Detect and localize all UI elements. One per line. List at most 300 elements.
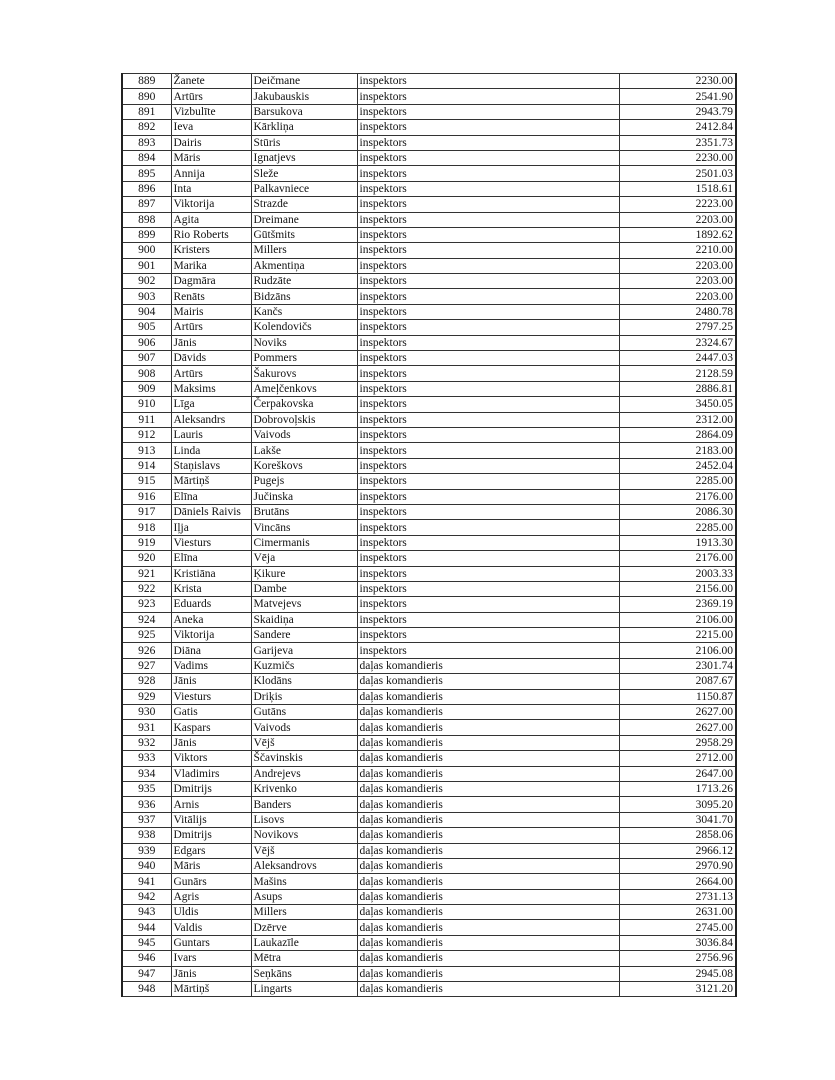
- table-row: [122, 628, 736, 643]
- position-cell: inspektors: [357, 581, 619, 596]
- salary-cell: 3121.20: [619, 982, 736, 997]
- first-name-cell: Diāna: [171, 643, 251, 658]
- last-name-cell: Stūris: [251, 135, 357, 150]
- row-number-cell: 915: [122, 474, 171, 489]
- position-cell: daļas komandieris: [357, 828, 619, 843]
- position-cell: daļas komandieris: [357, 658, 619, 673]
- last-name-cell: Šakurovs: [251, 366, 357, 381]
- last-name-cell: Dambe: [251, 581, 357, 596]
- salary-cell: 2176.00: [619, 551, 736, 566]
- position-cell: inspektors: [357, 89, 619, 104]
- table-row: [122, 243, 736, 258]
- table-row: [122, 720, 736, 735]
- last-name-cell: Krivenko: [251, 781, 357, 796]
- salary-cell: 3041.70: [619, 812, 736, 827]
- position-cell: inspektors: [357, 443, 619, 458]
- first-name-cell: Jānis: [171, 966, 251, 981]
- first-name-cell: Viktorija: [171, 628, 251, 643]
- salary-cell: 2627.00: [619, 720, 736, 735]
- table-row: [122, 874, 736, 889]
- first-name-cell: Iļja: [171, 520, 251, 535]
- table-row: [122, 489, 736, 504]
- row-number-cell: 914: [122, 458, 171, 473]
- table-row: [122, 920, 736, 935]
- last-name-cell: Cimermanis: [251, 535, 357, 550]
- salary-cell: 2966.12: [619, 843, 736, 858]
- row-number-cell: 917: [122, 504, 171, 519]
- position-cell: daļas komandieris: [357, 874, 619, 889]
- first-name-cell: Māris: [171, 858, 251, 873]
- position-cell: daļas komandieris: [357, 982, 619, 997]
- salary-cell: 2003.33: [619, 566, 736, 581]
- table-row: [122, 181, 736, 196]
- position-cell: inspektors: [357, 243, 619, 258]
- last-name-cell: Vējš: [251, 735, 357, 750]
- salary-cell: 2731.13: [619, 889, 736, 904]
- salary-cell: 2412.84: [619, 120, 736, 135]
- row-number-cell: 895: [122, 166, 171, 181]
- position-cell: inspektors: [357, 458, 619, 473]
- table-row: [122, 381, 736, 396]
- first-name-cell: Dmitrijs: [171, 781, 251, 796]
- table-row: [122, 781, 736, 796]
- last-name-cell: Ameļčenkovs: [251, 381, 357, 396]
- row-number-cell: 921: [122, 566, 171, 581]
- last-name-cell: Seņkāns: [251, 966, 357, 981]
- first-name-cell: Jānis: [171, 335, 251, 350]
- last-name-cell: Millers: [251, 243, 357, 258]
- first-name-cell: Staņislavs: [171, 458, 251, 473]
- salary-cell: 2086.30: [619, 504, 736, 519]
- last-name-cell: Vēja: [251, 551, 357, 566]
- row-number-cell: 925: [122, 628, 171, 643]
- row-number-cell: 891: [122, 104, 171, 119]
- position-cell: inspektors: [357, 166, 619, 181]
- first-name-cell: Maksims: [171, 381, 251, 396]
- position-cell: inspektors: [357, 504, 619, 519]
- staff-salary-table: [121, 73, 737, 997]
- table-row: [122, 982, 736, 997]
- table-row: [122, 597, 736, 612]
- salary-cell: 2312.00: [619, 412, 736, 427]
- row-number-cell: 907: [122, 351, 171, 366]
- position-cell: inspektors: [357, 74, 619, 89]
- last-name-cell: Dobrovoļskis: [251, 412, 357, 427]
- table-row: [122, 951, 736, 966]
- position-cell: inspektors: [357, 335, 619, 350]
- salary-cell: 3450.05: [619, 397, 736, 412]
- first-name-cell: Eduards: [171, 597, 251, 612]
- row-number-cell: 940: [122, 858, 171, 873]
- position-cell: daļas komandieris: [357, 781, 619, 796]
- position-cell: inspektors: [357, 551, 619, 566]
- table-row: [122, 366, 736, 381]
- position-cell: inspektors: [357, 520, 619, 535]
- salary-cell: 2203.00: [619, 212, 736, 227]
- table-body: [122, 74, 736, 997]
- salary-cell: 2106.00: [619, 643, 736, 658]
- salary-cell: 2210.00: [619, 243, 736, 258]
- last-name-cell: Vaivods: [251, 720, 357, 735]
- position-cell: inspektors: [357, 258, 619, 273]
- last-name-cell: Gutāns: [251, 705, 357, 720]
- table-row: [122, 427, 736, 442]
- row-number-cell: 930: [122, 705, 171, 720]
- last-name-cell: Barsukova: [251, 104, 357, 119]
- row-number-cell: 931: [122, 720, 171, 735]
- table-row: [122, 258, 736, 273]
- first-name-cell: Dmitrijs: [171, 828, 251, 843]
- table-row: [122, 227, 736, 242]
- first-name-cell: Annija: [171, 166, 251, 181]
- row-number-cell: 890: [122, 89, 171, 104]
- first-name-cell: Gatis: [171, 705, 251, 720]
- position-cell: inspektors: [357, 427, 619, 442]
- first-name-cell: Kristiāna: [171, 566, 251, 581]
- row-number-cell: 902: [122, 274, 171, 289]
- first-name-cell: Mārtiņš: [171, 982, 251, 997]
- salary-cell: 2943.79: [619, 104, 736, 119]
- last-name-cell: Novikovs: [251, 828, 357, 843]
- table-row: [122, 320, 736, 335]
- first-name-cell: Krista: [171, 581, 251, 596]
- last-name-cell: Pommers: [251, 351, 357, 366]
- first-name-cell: Vladimirs: [171, 766, 251, 781]
- position-cell: daļas komandieris: [357, 935, 619, 950]
- table-row: [122, 551, 736, 566]
- position-cell: daļas komandieris: [357, 920, 619, 935]
- position-cell: inspektors: [357, 135, 619, 150]
- last-name-cell: Brutāns: [251, 504, 357, 519]
- last-name-cell: Sandere: [251, 628, 357, 643]
- position-cell: inspektors: [357, 150, 619, 165]
- salary-cell: 2970.90: [619, 858, 736, 873]
- last-name-cell: Jakubauskis: [251, 89, 357, 104]
- last-name-cell: Vaivods: [251, 427, 357, 442]
- first-name-cell: Renāts: [171, 289, 251, 304]
- first-name-cell: Vizbulīte: [171, 104, 251, 119]
- row-number-cell: 918: [122, 520, 171, 535]
- table-row: [122, 412, 736, 427]
- salary-cell: 2285.00: [619, 474, 736, 489]
- row-number-cell: 893: [122, 135, 171, 150]
- last-name-cell: Noviks: [251, 335, 357, 350]
- position-cell: inspektors: [357, 320, 619, 335]
- position-cell: inspektors: [357, 274, 619, 289]
- row-number-cell: 909: [122, 381, 171, 396]
- row-number-cell: 929: [122, 689, 171, 704]
- row-number-cell: 924: [122, 612, 171, 627]
- last-name-cell: Aleksandrovs: [251, 858, 357, 873]
- position-cell: inspektors: [357, 566, 619, 581]
- first-name-cell: Vitālijs: [171, 812, 251, 827]
- first-name-cell: Arnis: [171, 797, 251, 812]
- first-name-cell: Ivars: [171, 951, 251, 966]
- salary-cell: 2756.96: [619, 951, 736, 966]
- first-name-cell: Dāvids: [171, 351, 251, 366]
- row-number-cell: 922: [122, 581, 171, 596]
- salary-cell: 2631.00: [619, 905, 736, 920]
- row-number-cell: 933: [122, 751, 171, 766]
- row-number-cell: 906: [122, 335, 171, 350]
- table-row: [122, 612, 736, 627]
- row-number-cell: 903: [122, 289, 171, 304]
- position-cell: inspektors: [357, 212, 619, 227]
- salary-cell: 2087.67: [619, 674, 736, 689]
- position-cell: inspektors: [357, 643, 619, 658]
- salary-cell: 1150.87: [619, 689, 736, 704]
- row-number-cell: 941: [122, 874, 171, 889]
- last-name-cell: Deičmane: [251, 74, 357, 89]
- row-number-cell: 934: [122, 766, 171, 781]
- first-name-cell: Valdis: [171, 920, 251, 935]
- first-name-cell: Rio Roberts: [171, 227, 251, 242]
- first-name-cell: Aneka: [171, 612, 251, 627]
- position-cell: inspektors: [357, 366, 619, 381]
- last-name-cell: Ķikure: [251, 566, 357, 581]
- position-cell: daļas komandieris: [357, 797, 619, 812]
- first-name-cell: Žanete: [171, 74, 251, 89]
- table-row: [122, 197, 736, 212]
- row-number-cell: 927: [122, 658, 171, 673]
- last-name-cell: Lakše: [251, 443, 357, 458]
- last-name-cell: Bidzāns: [251, 289, 357, 304]
- row-number-cell: 938: [122, 828, 171, 843]
- last-name-cell: Koreškovs: [251, 458, 357, 473]
- position-cell: daļas komandieris: [357, 689, 619, 704]
- position-cell: inspektors: [357, 474, 619, 489]
- last-name-cell: Kuzmičs: [251, 658, 357, 673]
- first-name-cell: Viktorija: [171, 197, 251, 212]
- table-row: [122, 397, 736, 412]
- row-number-cell: 916: [122, 489, 171, 504]
- row-number-cell: 928: [122, 674, 171, 689]
- last-name-cell: Akmentiņa: [251, 258, 357, 273]
- row-number-cell: 945: [122, 935, 171, 950]
- row-number-cell: 936: [122, 797, 171, 812]
- salary-cell: 2447.03: [619, 351, 736, 366]
- first-name-cell: Lauris: [171, 427, 251, 442]
- table-row: [122, 335, 736, 350]
- last-name-cell: Driķis: [251, 689, 357, 704]
- table-row: [122, 135, 736, 150]
- row-number-cell: 897: [122, 197, 171, 212]
- first-name-cell: Elīna: [171, 551, 251, 566]
- position-cell: inspektors: [357, 120, 619, 135]
- salary-cell: 2627.00: [619, 705, 736, 720]
- row-number-cell: 912: [122, 427, 171, 442]
- row-number-cell: 935: [122, 781, 171, 796]
- table-row: [122, 89, 736, 104]
- row-number-cell: 920: [122, 551, 171, 566]
- row-number-cell: 892: [122, 120, 171, 135]
- last-name-cell: Pugejs: [251, 474, 357, 489]
- row-number-cell: 923: [122, 597, 171, 612]
- salary-cell: 2230.00: [619, 150, 736, 165]
- first-name-cell: Agris: [171, 889, 251, 904]
- position-cell: inspektors: [357, 489, 619, 504]
- table-row: [122, 74, 736, 89]
- row-number-cell: 904: [122, 304, 171, 319]
- position-cell: daļas komandieris: [357, 858, 619, 873]
- row-number-cell: 947: [122, 966, 171, 981]
- position-cell: inspektors: [357, 351, 619, 366]
- last-name-cell: Klodāns: [251, 674, 357, 689]
- position-cell: inspektors: [357, 397, 619, 412]
- position-cell: daļas komandieris: [357, 751, 619, 766]
- salary-cell: 2858.06: [619, 828, 736, 843]
- position-cell: inspektors: [357, 381, 619, 396]
- table-row: [122, 643, 736, 658]
- salary-cell: 2480.78: [619, 304, 736, 319]
- salary-cell: 2886.81: [619, 381, 736, 396]
- first-name-cell: Gunārs: [171, 874, 251, 889]
- last-name-cell: Mašins: [251, 874, 357, 889]
- first-name-cell: Edgars: [171, 843, 251, 858]
- salary-cell: 3095.20: [619, 797, 736, 812]
- salary-cell: 2128.59: [619, 366, 736, 381]
- table-row: [122, 674, 736, 689]
- salary-cell: 2203.00: [619, 258, 736, 273]
- last-name-cell: Vējš: [251, 843, 357, 858]
- position-cell: inspektors: [357, 535, 619, 550]
- first-name-cell: Guntars: [171, 935, 251, 950]
- row-number-cell: 944: [122, 920, 171, 935]
- last-name-cell: Sleže: [251, 166, 357, 181]
- salary-cell: 2230.00: [619, 74, 736, 89]
- salary-cell: 2183.00: [619, 443, 736, 458]
- last-name-cell: Rudzāte: [251, 274, 357, 289]
- row-number-cell: 896: [122, 181, 171, 196]
- position-cell: inspektors: [357, 104, 619, 119]
- position-cell: inspektors: [357, 612, 619, 627]
- last-name-cell: Lisovs: [251, 812, 357, 827]
- table-row: [122, 535, 736, 550]
- last-name-cell: Ščavinskis: [251, 751, 357, 766]
- position-cell: daļas komandieris: [357, 889, 619, 904]
- row-number-cell: 889: [122, 74, 171, 89]
- last-name-cell: Garijeva: [251, 643, 357, 658]
- row-number-cell: 905: [122, 320, 171, 335]
- salary-cell: 2797.25: [619, 320, 736, 335]
- row-number-cell: 942: [122, 889, 171, 904]
- table-row: [122, 458, 736, 473]
- position-cell: daļas komandieris: [357, 905, 619, 920]
- first-name-cell: Kaspars: [171, 720, 251, 735]
- salary-cell: 2712.00: [619, 751, 736, 766]
- position-cell: daļas komandieris: [357, 705, 619, 720]
- row-number-cell: 913: [122, 443, 171, 458]
- salary-cell: 2452.04: [619, 458, 736, 473]
- row-number-cell: 908: [122, 366, 171, 381]
- position-cell: inspektors: [357, 597, 619, 612]
- first-name-cell: Uldis: [171, 905, 251, 920]
- salary-cell: 1913.30: [619, 535, 736, 550]
- first-name-cell: Linda: [171, 443, 251, 458]
- row-number-cell: 943: [122, 905, 171, 920]
- first-name-cell: Jānis: [171, 735, 251, 750]
- last-name-cell: Vincāns: [251, 520, 357, 535]
- first-name-cell: Dagmāra: [171, 274, 251, 289]
- salary-cell: 2745.00: [619, 920, 736, 935]
- position-cell: daļas komandieris: [357, 951, 619, 966]
- table-row: [122, 274, 736, 289]
- last-name-cell: Čerpakovska: [251, 397, 357, 412]
- salary-cell: 2945.08: [619, 966, 736, 981]
- salary-cell: 1713.26: [619, 781, 736, 796]
- row-number-cell: 926: [122, 643, 171, 658]
- row-number-cell: 910: [122, 397, 171, 412]
- position-cell: daļas komandieris: [357, 843, 619, 858]
- table-row: [122, 966, 736, 981]
- salary-cell: 1518.61: [619, 181, 736, 196]
- row-number-cell: 894: [122, 150, 171, 165]
- last-name-cell: Kančs: [251, 304, 357, 319]
- first-name-cell: Līga: [171, 397, 251, 412]
- table-row: [122, 520, 736, 535]
- last-name-cell: Andrejevs: [251, 766, 357, 781]
- salary-cell: 2647.00: [619, 766, 736, 781]
- last-name-cell: Banders: [251, 797, 357, 812]
- position-cell: inspektors: [357, 412, 619, 427]
- position-cell: inspektors: [357, 304, 619, 319]
- position-cell: inspektors: [357, 181, 619, 196]
- row-number-cell: 946: [122, 951, 171, 966]
- last-name-cell: Millers: [251, 905, 357, 920]
- salary-cell: 2203.00: [619, 289, 736, 304]
- first-name-cell: Agita: [171, 212, 251, 227]
- salary-cell: 2215.00: [619, 628, 736, 643]
- table-row: [122, 443, 736, 458]
- last-name-cell: Asups: [251, 889, 357, 904]
- table-row: [122, 705, 736, 720]
- last-name-cell: Palkavniece: [251, 181, 357, 196]
- salary-cell: 2324.67: [619, 335, 736, 350]
- position-cell: inspektors: [357, 227, 619, 242]
- first-name-cell: Ieva: [171, 120, 251, 135]
- first-name-cell: Artūrs: [171, 320, 251, 335]
- row-number-cell: 939: [122, 843, 171, 858]
- table-row: [122, 797, 736, 812]
- position-cell: daļas komandieris: [357, 735, 619, 750]
- table-row: [122, 935, 736, 950]
- table-row: [122, 566, 736, 581]
- table-row: [122, 304, 736, 319]
- last-name-cell: Dzērve: [251, 920, 357, 935]
- first-name-cell: Vadims: [171, 658, 251, 673]
- table-row: [122, 689, 736, 704]
- first-name-cell: Māris: [171, 150, 251, 165]
- table-row: [122, 905, 736, 920]
- position-cell: daļas komandieris: [357, 966, 619, 981]
- table-row: [122, 812, 736, 827]
- salary-cell: 2369.19: [619, 597, 736, 612]
- table-row: [122, 581, 736, 596]
- row-number-cell: 911: [122, 412, 171, 427]
- row-number-cell: 932: [122, 735, 171, 750]
- salary-cell: 2301.74: [619, 658, 736, 673]
- last-name-cell: Matvejevs: [251, 597, 357, 612]
- salary-cell: 2501.03: [619, 166, 736, 181]
- table-row: [122, 658, 736, 673]
- last-name-cell: Dreimane: [251, 212, 357, 227]
- row-number-cell: 900: [122, 243, 171, 258]
- table-row: [122, 104, 736, 119]
- salary-cell: 2541.90: [619, 89, 736, 104]
- position-cell: daļas komandieris: [357, 766, 619, 781]
- table-row: [122, 166, 736, 181]
- salary-cell: 2176.00: [619, 489, 736, 504]
